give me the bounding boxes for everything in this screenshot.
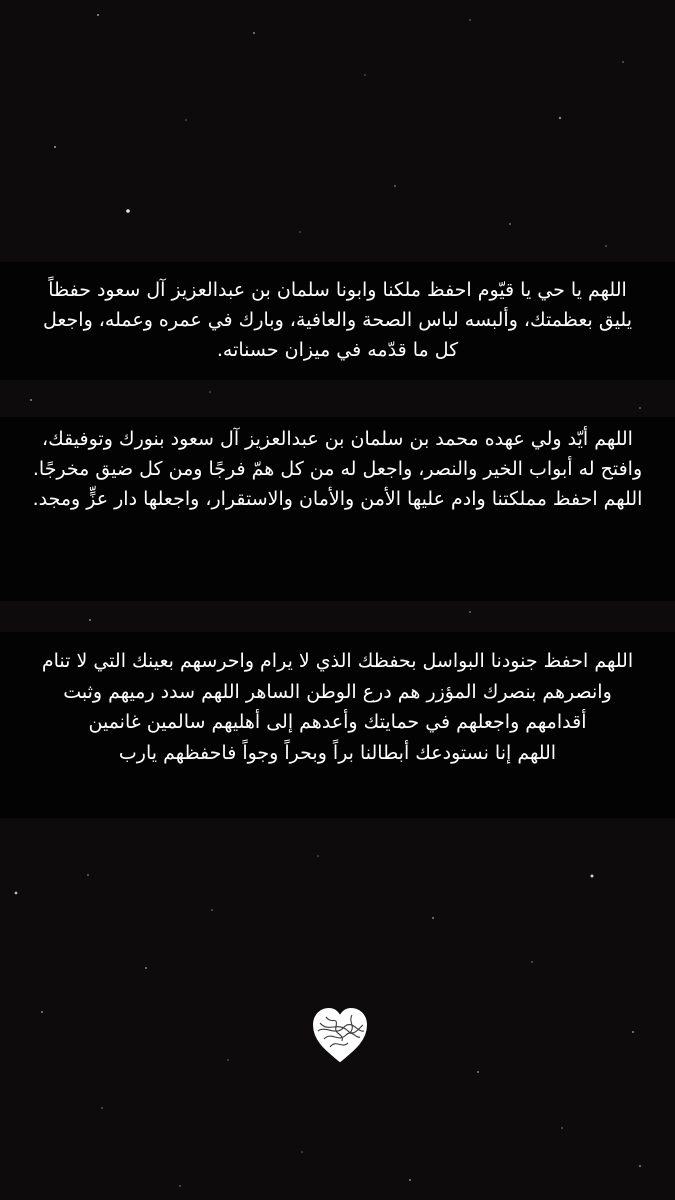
prayer-text-crown-prince: اللهم أيّد ولي عهده محمد بن سلمان بن عبدالعزيز آل سعود بنورك وتوفيقك، وافتح له أبواب الخير والنصر، واجعل له من كل همّ فرجًا ومن كل ضيق مخرجًا. اللهم احفظ مملكتنا وادم عليها الأمن والأمان والاستقرار، واجعلها دار عزٍّ ومجد. bbox=[32, 428, 643, 510]
prayer-panel-king bbox=[0, 262, 675, 380]
prayer-panel-crown-prince bbox=[0, 417, 675, 601]
prayer-text-soldiers: اللهم احفظ جنودنا البواسل بحفظك الذي لا يرام واحرسهم بعينك التي لا تنام وانصرهم بنصرك المؤزر هم درع الوطن الساهر اللهم سدد رميهم وثبت أقدامهم واجعلهم في حمايتك وأعدهم إلى أهليهم سالمين غانمين اللهم إنا نستودعك أبطالنا براً وبحراً وجواً فاحفظهم يارب bbox=[41, 650, 634, 764]
heart-icon bbox=[308, 1003, 372, 1067]
prayer-panel-soldiers bbox=[0, 632, 675, 818]
prayer-text-king: اللهم يا حي يا قيّوم احفظ ملكنا وابونا سلمان بن عبدالعزيز آل سعود حفظاً يليق بعظمتك، وألبسه لباس الصحة والعافية، وبارك في عمره وعمله، واجعل كل ما قدّمه في ميزان حسناته. bbox=[42, 279, 633, 361]
